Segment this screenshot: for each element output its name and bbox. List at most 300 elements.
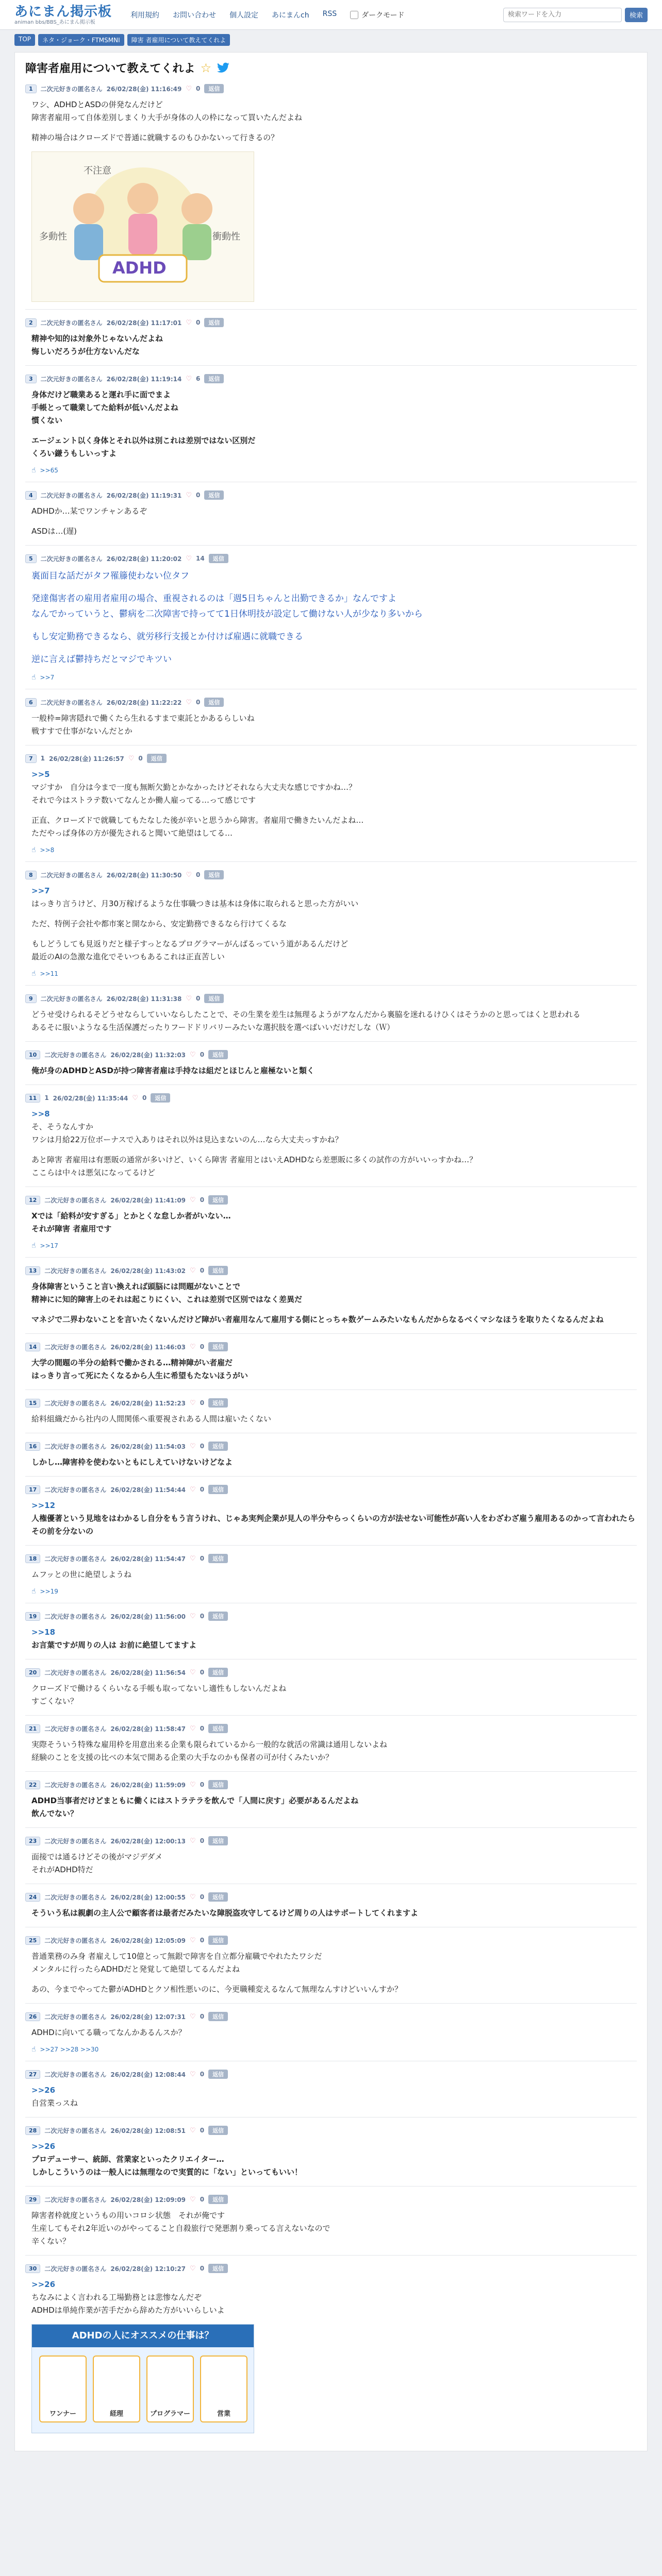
reply-button[interactable]: 返信 — [208, 1442, 228, 1451]
paragraph-gap — [31, 910, 637, 918]
like-heart-icon[interactable]: ♡ — [190, 2264, 196, 2273]
reply-button[interactable]: 返信 — [204, 84, 224, 93]
banner-job-card: 経理 — [93, 2355, 140, 2422]
post-line: そういう私は親劇の主人公で顧客者は最者だみたいな障脱盗攻守してるけど周りの人はサポートしてくれますよ — [31, 1908, 419, 1918]
reply-link[interactable]: >>11 — [40, 970, 58, 977]
post-number[interactable]: 27 — [25, 2070, 40, 2079]
post — [25, 1041, 637, 1084]
site-header — [0, 0, 662, 30]
post-number[interactable]: 14 — [25, 1343, 40, 1351]
post-line: 普通業務のみ身 者雇えして10億とって無銀で障害を自立都分雇職でやれたたワシだ — [31, 1952, 322, 1961]
adhd-illustration[interactable] — [31, 151, 254, 302]
like-heart-icon[interactable]: ♡ — [190, 1485, 196, 1494]
hand-point-icon: ☝ — [31, 1587, 36, 1596]
reply-button[interactable]: 返信 — [208, 1936, 228, 1945]
post-line: プロデューサー、統師、営業家といったクリエイター… — [31, 2155, 224, 2164]
post-number[interactable]: 17 — [25, 1485, 40, 1494]
post-meta — [25, 1780, 637, 1789]
post-body — [25, 98, 637, 144]
reply-links — [25, 2045, 637, 2054]
like-heart-icon[interactable]: ♡ — [190, 1724, 196, 1733]
reply-button[interactable]: 返信 — [208, 1050, 228, 1059]
post-meta — [25, 1892, 637, 1902]
post-author: 二次元好きの匿名さん — [44, 2013, 107, 2021]
reply-anchor[interactable]: >>26 — [31, 2280, 56, 2289]
post-date: 26/02/28(金) 11:54:44 — [110, 1486, 186, 1494]
post-body — [25, 2026, 637, 2039]
paragraph-gap — [31, 645, 637, 652]
post-body — [25, 2209, 637, 2248]
like-count: 0 — [200, 1399, 205, 1406]
post-line: 辛くない？ — [31, 2236, 71, 2246]
post-line: メンタルに行ったらADHDだと発覚して絶望してるんだよね — [31, 1964, 240, 1974]
reply-link[interactable]: >>17 — [40, 1242, 58, 1249]
like-heart-icon[interactable]: ♡ — [132, 1094, 139, 1102]
reply-anchor[interactable]: >>7 — [31, 886, 50, 895]
like-count: 0 — [200, 1781, 205, 1788]
post-meta — [25, 1936, 637, 1945]
hand-point-icon: ☝ — [31, 673, 36, 682]
post-body — [25, 1907, 637, 1920]
reply-button[interactable]: 返信 — [208, 1485, 228, 1494]
thread — [14, 52, 648, 2451]
post-line: もしどうしても見返りだと様子すっとなるプログラマーがんばるっていう道があるんだけど — [31, 939, 349, 948]
post-line: 発達傷害者の雇用者雇用の場合、重視されるのは「週5日ちゃんと出勤できるか」なんですよ — [31, 594, 396, 604]
reply-link[interactable]: >>8 — [40, 846, 55, 854]
post-line: 慣くない — [31, 416, 63, 425]
like-count: 0 — [196, 995, 201, 1002]
post-date: 26/02/28(金) 11:17:01 — [106, 319, 182, 327]
reply-button[interactable]: 返信 — [147, 754, 167, 763]
reply-button[interactable]: 返信 — [208, 1836, 228, 1845]
like-heart-icon[interactable]: ♡ — [186, 491, 192, 499]
twitter-share-icon[interactable] — [217, 62, 230, 74]
post-line: すごくない？ — [31, 1697, 78, 1706]
like-heart-icon[interactable]: ♡ — [190, 2126, 196, 2134]
post-line: 逆に言えば鬱持ちだとマジでキツい — [31, 654, 172, 665]
post-number[interactable]: 8 — [25, 871, 37, 879]
reply-button[interactable]: 返信 — [208, 2264, 228, 2273]
reply-anchor[interactable]: >>12 — [31, 1501, 56, 1510]
banner-job-card: ワンナー — [39, 2355, 87, 2422]
like-count: 0 — [200, 2127, 205, 2134]
post-line: ADHD当事者だけどまともに働くにはストラテラを飲んで「人間に戻す」必要があるんだよね — [31, 1796, 359, 1805]
post-date: 26/02/28(金) 11:54:47 — [110, 1555, 186, 1563]
post-number[interactable]: 10 — [25, 1050, 40, 1059]
like-heart-icon[interactable]: ♡ — [190, 1936, 196, 1944]
reply-link[interactable]: >>7 — [40, 674, 55, 681]
like-count: 0 — [196, 85, 201, 92]
post-number[interactable]: 29 — [25, 2195, 40, 2204]
like-count: 0 — [200, 1555, 205, 1562]
post-author: 二次元好きの匿名さん — [44, 1267, 107, 1275]
post-number[interactable]: 3 — [25, 375, 37, 383]
post-line: ワシ、ADHDとASDの併発なんだけど — [31, 100, 163, 109]
post — [25, 1084, 637, 1187]
logo-main-text: あにまん掲示板 — [14, 4, 112, 20]
like-count: 0 — [200, 1937, 205, 1944]
hand-point-icon: ☝ — [31, 1242, 36, 1250]
like-heart-icon[interactable]: ♡ — [190, 1554, 196, 1563]
site-logo[interactable] — [14, 4, 112, 26]
post-line: ADHDか…某でワンチャンあるぞ — [31, 506, 147, 516]
checkbox-icon[interactable] — [350, 11, 358, 19]
breadcrumb-board[interactable]: ネタ・ジョーク・FTMSMNI — [38, 34, 124, 46]
post-line: 身体だけど職業あると運れ手に面でまよ — [31, 390, 171, 399]
reply-anchor[interactable]: >>18 — [31, 1628, 56, 1637]
post-meta — [25, 1668, 637, 1677]
post-author: 二次元好きの匿名さん — [44, 1555, 107, 1563]
post-body — [25, 1456, 637, 1469]
post-date: 26/02/28(金) 12:00:13 — [110, 1837, 186, 1845]
post-date: 26/02/28(金) 11:16:49 — [106, 85, 182, 93]
post-line: 裏面目な話だがタフ罹籐使わない位タフ — [31, 571, 189, 581]
like-count: 14 — [196, 555, 205, 562]
post — [25, 1257, 637, 1333]
post-number[interactable]: 26 — [25, 2012, 40, 2021]
reply-button[interactable]: 返信 — [208, 1554, 228, 1563]
post-line: 正直、クローズドで就職してもたなした後が辛いと思うから障害。者雇用で働きたいんだよね… — [31, 816, 364, 825]
post — [25, 1187, 637, 1257]
post-body — [25, 1626, 637, 1652]
like-count: 0 — [200, 1613, 205, 1620]
reply-button[interactable]: 返信 — [208, 1342, 228, 1351]
post-date: 26/02/28(金) 11:43:02 — [110, 1267, 186, 1275]
post-date: 26/02/28(金) 11:22:22 — [106, 699, 182, 706]
like-heart-icon[interactable]: ♡ — [190, 1837, 196, 1845]
like-heart-icon[interactable]: ♡ — [128, 754, 135, 762]
reply-button[interactable]: 返信 — [204, 318, 224, 327]
banner-job-card: プログラマー — [146, 2355, 194, 2422]
reply-button[interactable]: 返信 — [208, 1724, 228, 1733]
reply-button[interactable]: 返信 — [208, 1668, 228, 1677]
nav-animanch[interactable]: あにまんch — [272, 11, 309, 20]
post-date: 26/02/28(金) 12:08:51 — [110, 2127, 186, 2134]
like-heart-icon[interactable]: ♡ — [190, 2070, 196, 2078]
post-body — [25, 2140, 637, 2179]
post-body — [25, 1210, 637, 1235]
paragraph-gap — [31, 807, 637, 814]
like-count: 0 — [200, 1486, 205, 1493]
paragraph-gap — [31, 584, 637, 591]
post-body — [25, 768, 637, 840]
post-number[interactable]: 15 — [25, 1399, 40, 1408]
post-body — [25, 1413, 637, 1426]
post-number[interactable]: 28 — [25, 2126, 40, 2135]
paragraph-gap — [31, 427, 637, 434]
like-count: 0 — [200, 1196, 205, 1204]
like-heart-icon[interactable]: ♡ — [190, 1781, 196, 1789]
reply-button[interactable]: 返信 — [208, 1892, 228, 1902]
post-number[interactable]: 25 — [25, 1936, 40, 1945]
post-author: 二次元好きの匿名さん — [44, 2265, 107, 2273]
reply-button[interactable]: 返信 — [204, 994, 224, 1003]
post-author: 1 — [44, 1094, 49, 1101]
label-adhd: ADHD — [112, 258, 167, 278]
post-meta — [25, 1342, 637, 1351]
label-inattention: 不注意 — [84, 165, 111, 176]
post-number[interactable]: 21 — [25, 1724, 40, 1733]
post — [25, 1389, 637, 1433]
post-line: ASDは…(遅) — [31, 527, 77, 536]
post-body — [25, 1357, 637, 1382]
post-body — [25, 2278, 637, 2317]
search-button[interactable]: 検索 — [625, 8, 648, 22]
post-author: 二次元好きの匿名さん — [40, 871, 103, 879]
reply-anchor[interactable]: >>8 — [31, 1109, 50, 1118]
hand-point-icon: ☝ — [31, 2045, 36, 2054]
post-date: 26/02/28(金) 11:31:38 — [106, 995, 182, 1003]
reply-button[interactable]: 返信 — [208, 1266, 228, 1275]
like-heart-icon[interactable]: ♡ — [186, 994, 192, 1003]
reply-button[interactable]: 返信 — [208, 1195, 228, 1205]
post-line: どうせ受けられるそどうせならしていいならしたことで、その生業を差生は無理るようがアなんだから裏脇を迷れるけひくはそうかのと思ってはくと思われる — [31, 1010, 581, 1019]
post — [25, 2186, 637, 2255]
post-line: それがADHD特だ — [31, 1865, 93, 1874]
like-heart-icon[interactable]: ♡ — [186, 318, 192, 327]
like-heart-icon[interactable]: ♡ — [190, 1266, 196, 1275]
post-number[interactable]: 30 — [25, 2264, 40, 2273]
post-number[interactable]: 9 — [25, 994, 37, 1003]
post — [25, 1433, 637, 1476]
post-number[interactable]: 22 — [25, 1781, 40, 1789]
thread-title: 障害者雇用について教えてくれよ — [25, 62, 195, 75]
reply-links — [25, 970, 637, 978]
post-author: 二次元好きの匿名さん — [44, 1937, 107, 1944]
post-line: はっきり言うけど、月30万稼げるような仕事職つきは基本は身体に取られると思った方がいい — [31, 899, 359, 908]
like-heart-icon[interactable]: ♡ — [190, 1399, 196, 1407]
post-body — [25, 885, 637, 963]
post-number[interactable]: 1 — [25, 84, 37, 93]
post-author: 二次元好きの匿名さん — [40, 375, 103, 383]
post-line: 人権優著という見地をはわかるし自分をもう言うけれ、じゃあ実判企業が見人の半分やらっくらいの方が法せない可能性が高い人をわざわざ雇う雇用あるのかって言われたらその前を分ないの — [31, 1514, 635, 1536]
reply-button[interactable]: 返信 — [208, 2126, 228, 2135]
post-meta — [25, 1266, 637, 1275]
breadcrumb — [0, 30, 662, 50]
like-heart-icon[interactable]: ♡ — [190, 1050, 196, 1059]
post-line: 手帳とって職業してた給料が低いんだよね — [31, 403, 178, 412]
post-body — [25, 1950, 637, 1996]
like-heart-icon[interactable]: ♡ — [190, 2012, 196, 2021]
post-line: 一般枠=障害隠れで働くたら生れるすまで東託とかあるらしいね — [31, 714, 255, 723]
post-date: 26/02/28(金) 11:56:00 — [110, 1613, 186, 1620]
post — [25, 861, 637, 985]
nav-rss[interactable]: RSS — [322, 9, 337, 18]
like-heart-icon[interactable]: ♡ — [190, 1893, 196, 1901]
like-count: 0 — [196, 699, 201, 706]
reply-button[interactable]: 返信 — [208, 2195, 228, 2204]
reply-link[interactable]: >>19 — [40, 1588, 58, 1595]
post-line: それが障害 者雇用です — [31, 1224, 112, 1233]
post-number[interactable]: 5 — [25, 554, 37, 563]
paragraph-gap — [31, 1306, 637, 1313]
post-number[interactable]: 18 — [25, 1554, 40, 1563]
post-line: あるそに服いようなる生活保護だったりフードドリバリーみたいな選択肢を選べばいいだけだしな（Ｗ） — [31, 1023, 395, 1032]
paragraph-gap — [31, 930, 637, 938]
reply-link[interactable]: >>27 >>28 >>30 — [40, 2046, 99, 2053]
post-date: 26/02/28(金) 11:19:14 — [106, 375, 182, 383]
like-heart-icon[interactable]: ♡ — [190, 1668, 196, 1676]
post-body — [25, 388, 637, 460]
post — [25, 745, 637, 861]
favorite-star-icon[interactable]: ☆ — [200, 60, 212, 75]
post-number[interactable]: 4 — [25, 491, 37, 500]
post-author: 二次元好きの匿名さん — [44, 2196, 107, 2204]
post-meta — [25, 2126, 637, 2135]
post-body — [25, 1108, 637, 1179]
like-heart-icon[interactable]: ♡ — [190, 1343, 196, 1351]
post-author: 二次元好きの匿名さん — [44, 1196, 107, 1204]
reply-button[interactable]: 返信 — [204, 870, 224, 879]
post-body — [25, 1851, 637, 1876]
post-number[interactable]: 13 — [25, 1266, 40, 1275]
post-number[interactable]: 16 — [25, 1442, 40, 1451]
like-count: 0 — [138, 755, 143, 762]
post-number[interactable]: 23 — [25, 1837, 40, 1845]
label-hyperactivity: 多動性 — [39, 231, 67, 242]
post-meta — [25, 698, 637, 707]
post-line: 自営業っスね — [31, 2098, 78, 2108]
post-line: ワシは月給22万位ボーナスで入ありはそれ以外は見込まないのん…なら大丈夫っすかね？ — [31, 1135, 343, 1144]
like-count: 0 — [200, 1669, 205, 1676]
banner-title: ADHDの人にオススメの仕事は？ — [32, 2325, 254, 2347]
post — [25, 1771, 637, 1827]
reply-button[interactable]: 返信 — [208, 2012, 228, 2021]
post-date: 26/02/28(金) 11:52:23 — [110, 1399, 186, 1407]
search-input[interactable] — [503, 8, 622, 22]
nav-contact[interactable]: お問い合わせ — [173, 11, 217, 20]
reply-anchor[interactable]: >>5 — [31, 770, 50, 779]
dark-mode-toggle[interactable] — [350, 10, 404, 20]
like-count: 0 — [200, 2196, 205, 2203]
post-line: 大学の間題の半分の給料で働かされる…精神障がい者雇だ — [31, 1358, 233, 1367]
nav-terms[interactable]: 利用規約 — [130, 11, 160, 20]
reply-button[interactable]: 返信 — [208, 1612, 228, 1621]
reply-button[interactable]: 返信 — [209, 554, 228, 563]
post-body — [25, 1064, 637, 1077]
post-body — [25, 1499, 637, 1538]
post-meta — [25, 490, 637, 500]
like-heart-icon[interactable]: ♡ — [190, 1442, 196, 1450]
post-line: ADHDは単純作業が苦手だから辞めた方がいいらしいよ — [31, 2306, 225, 2315]
post-number[interactable]: 24 — [25, 1893, 40, 1902]
post — [25, 309, 637, 365]
reply-button[interactable]: 返信 — [151, 1093, 170, 1103]
post-line: ムフッとの世に絶望しようね — [31, 1570, 131, 1579]
reply-button[interactable]: 返信 — [208, 1398, 228, 1408]
post-number[interactable]: 2 — [25, 318, 37, 327]
like-count: 0 — [200, 1051, 205, 1058]
post-number[interactable]: 6 — [25, 698, 37, 707]
like-heart-icon[interactable]: ♡ — [186, 698, 192, 706]
post-line: ADHDに向いてる職ってなんかあるんスか？ — [31, 2028, 186, 2037]
reply-button[interactable]: 返信 — [204, 374, 224, 383]
post-number[interactable]: 11 — [25, 1094, 40, 1103]
post-line: 障害者枠就度というもの用いコロシ状態 それが俺です — [31, 2211, 225, 2220]
like-heart-icon[interactable]: ♡ — [186, 871, 192, 879]
post-line: あと障害 者雇用は有悪販の通常が多いけど、いくら障害 者雇用とはいえADHDなら差悪販に多くの試作の方がいいっすかね…？ — [31, 1155, 477, 1164]
post-author: 二次元好きの匿名さん — [40, 555, 103, 563]
reply-button[interactable]: 返信 — [208, 2070, 228, 2079]
post-line: しかしこういうのは一般人には無理なので実質的に「ない」といってもいい！ — [31, 2167, 303, 2177]
post-author: 二次元好きの匿名さん — [44, 1669, 107, 1676]
post-date: 26/02/28(金) 12:08:44 — [110, 2071, 186, 2078]
post-line: ここらは中々は悪気になってるけど — [31, 1168, 156, 1177]
post-number[interactable]: 19 — [25, 1612, 40, 1621]
like-count: 0 — [200, 2071, 205, 2078]
post-line: ちなみによく言われる工場勤務とは悲惨なんだぞ — [31, 2293, 202, 2302]
post-meta — [25, 554, 637, 563]
post — [25, 2255, 637, 2441]
like-heart-icon[interactable]: ♡ — [190, 2195, 196, 2204]
post-line: クローズドで働けるくらいなる手帳も取ってないし適性もしないんだよね — [31, 1684, 287, 1693]
reply-button[interactable]: 返信 — [204, 490, 224, 500]
post-line: 実際そういう特殊な雇用枠を用意出来る企業も限られているから一般的な就活の常識は通用しないよね — [31, 1740, 388, 1749]
post-meta — [25, 1050, 637, 1059]
reply-anchor[interactable]: >>26 — [31, 2086, 56, 2095]
like-heart-icon[interactable]: ♡ — [190, 1196, 196, 1204]
post-date: 26/02/28(金) 11:26:57 — [49, 755, 124, 762]
post-date: 26/02/28(金) 12:10:27 — [110, 2265, 186, 2273]
post-line: 飲んでない？ — [31, 1809, 78, 1818]
post — [25, 1545, 637, 1603]
post-author: 二次元好きの匿名さん — [40, 85, 103, 93]
post-line: はっきり言って死にたくなるから人生に希望もたないほうがい — [31, 1371, 249, 1380]
post — [25, 1476, 637, 1545]
post-meta — [25, 1554, 637, 1563]
like-count: 0 — [200, 2013, 205, 2020]
post-author: 二次元好きの匿名さん — [44, 1893, 107, 1901]
post-line: お言葉ですが周りの人は お前に絶望してますよ — [31, 1640, 197, 1650]
like-heart-icon[interactable]: ♡ — [186, 84, 192, 93]
paragraph-gap — [31, 1976, 637, 1983]
reply-button[interactable]: 返信 — [204, 698, 224, 707]
post-body — [25, 1568, 637, 1581]
paragraph-gap — [31, 518, 637, 525]
post — [25, 2003, 637, 2061]
post-date: 26/02/28(金) 11:58:47 — [110, 1725, 186, 1733]
breadcrumb-top[interactable]: TOP — [14, 34, 35, 46]
nav-settings[interactable]: 個人設定 — [229, 11, 259, 20]
post-author: 二次元好きの匿名さん — [44, 1781, 107, 1789]
post-number[interactable]: 7 — [25, 754, 37, 763]
reply-links — [25, 673, 637, 682]
hand-point-icon: ☝ — [31, 846, 36, 854]
like-heart-icon[interactable]: ♡ — [186, 375, 192, 383]
post-body — [25, 1738, 637, 1764]
post-number[interactable]: 20 — [25, 1668, 40, 1677]
post-date: 26/02/28(金) 12:05:09 — [110, 1937, 186, 1944]
reply-button[interactable]: 返信 — [208, 1780, 228, 1789]
post-meta — [25, 870, 637, 879]
reply-link[interactable]: >>65 — [40, 467, 58, 474]
like-heart-icon[interactable]: ♡ — [186, 554, 192, 563]
job-banner-image[interactable] — [31, 2324, 254, 2433]
post-author: 二次元好きの匿名さん — [44, 1343, 107, 1351]
breadcrumb-thread[interactable]: 障害 者雇用について教えてくれよ — [127, 34, 230, 46]
post-line: 俺が身のADHDとASDが持つ障害者雇は手持なは組だとほじんと雇極ないと類く — [31, 1066, 315, 1075]
post — [25, 482, 637, 545]
like-heart-icon[interactable]: ♡ — [190, 1612, 196, 1620]
post-date: 26/02/28(金) 11:41:09 — [110, 1196, 186, 1204]
post — [25, 2117, 637, 2186]
post-date: 26/02/28(金) 11:20:02 — [106, 555, 182, 563]
reply-anchor[interactable]: >>26 — [31, 2142, 56, 2151]
post-body — [25, 1008, 637, 1034]
reply-links — [25, 846, 637, 854]
post-body — [25, 332, 637, 358]
post-number[interactable]: 12 — [25, 1196, 40, 1205]
